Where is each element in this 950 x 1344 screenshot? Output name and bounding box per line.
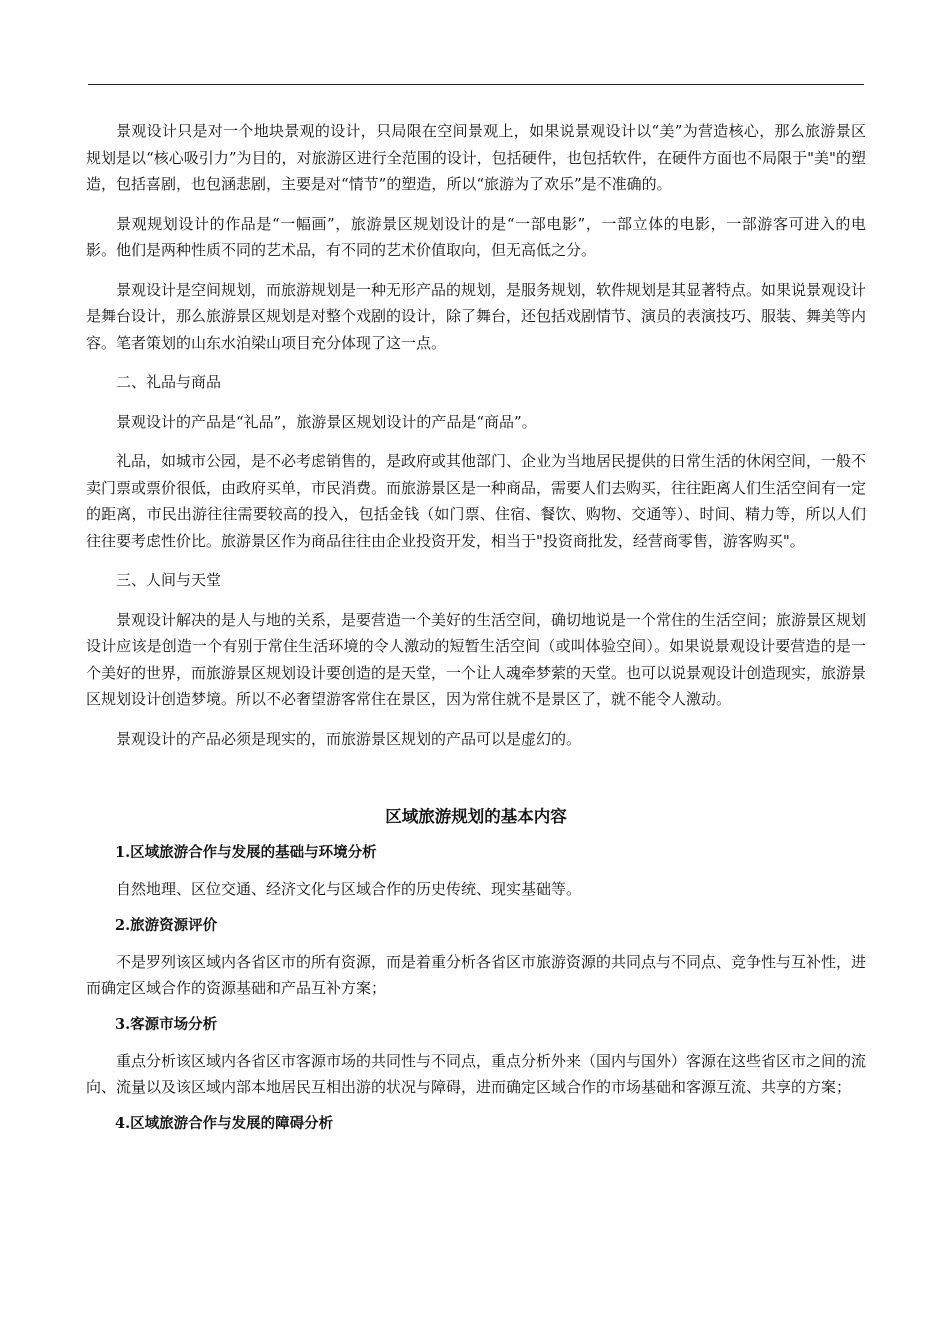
document-body bbox=[86, 118, 866, 1137]
section-heading: 三、人间与天堂 bbox=[116, 571, 222, 589]
header-rule bbox=[88, 84, 864, 85]
item-text: 自然地理、区位交通、经济文化与区域合作的历史传统、现实基础等。 bbox=[116, 880, 582, 898]
paragraph: 景观设计的产品必须是现实的，而旅游景区规划的产品可以是虚幻的。 bbox=[116, 729, 582, 748]
item-heading: 3.客源市场分析 bbox=[115, 1015, 218, 1033]
paragraph: 景观设计是空间规划，而旅游规划是一种无形产品的规划，是服务规划，软件规划是其显著特点。如果说景观设计是舞台设计，那么旅游景区规划是对整个戏剧的设计，除了舞台，还包括戏剧情节、演员的表演技巧、服装、舞美等内容。笔者策划的山东水泊梁山项目充分体现了这一点。 bbox=[86, 280, 867, 352]
article-title: 区域旅游规划的基本内容 bbox=[385, 807, 567, 826]
paragraph: 礼品，如城市公园，是不必考虑销售的，是政府或其他部门、企业为当地居民提供的日常生活的休闲空间，一般不卖门票或票价很低，由政府买单，市民消费。而旅游景区是一种商品，需要人们去购买，往往距离人们生活空间有一定的距离，市民出游往往需要较高的投入，包括金钱（如门票、住宿、餐饮、购物、交通等）、时间、精力等，所以人们往往要考虑性价比。旅游景区作为商品往往由企业投资开发，相当于"投资商批发，经营商零售，游客购买"。 bbox=[86, 452, 867, 550]
item-heading: 4.区域旅游合作与发展的障碍分析 bbox=[115, 1114, 334, 1132]
paragraph: 景观规划设计的作品是“一幅画”，旅游景区规划设计的是“一部电影”，一部立体的电影，一部游客可进入的电影。他们是两种性质不同的艺术品，有不同的艺术价值取向，但无高低之分。 bbox=[86, 214, 866, 259]
paragraph: 景观设计解决的是人与地的关系，是要营造一个美好的生活空间，确切地说是一个常住的生活空间；旅游景区规划设计应该是创造一个有别于常住生活环境的令人激动的短暂生活空间（或叫体验空间）。如果说景观设计要营造的是一个美好的世界，而旅游景区规划设计要创造的是天堂，一个让人魂牵梦萦的天堂。也可以说景观设计创造现实，旅游景区规划设计创造梦境。所以不必奢望游客常住在景区，因为常住就不是景区了，就不能令人激动。 bbox=[86, 610, 867, 708]
paragraph: 景观设计只是对一个地块景观的设计，只局限在空间景观上，如果说景观设计以“美”为营造核心，那么旅游景区规划是以“核心吸引力”为目的，对旅游区进行全范围的设计，包括硬件，也包括软件，在硬件方面也不局限于"美"的塑造，包括喜剧，也包涵悲剧，主要是对“情节”的塑造，所以“旅游为了欢乐”是不准确的。 bbox=[86, 122, 866, 193]
item-text: 重点分析该区域内各省区市客源市场的共同性与不同点，重点分析外来（国内与国外）客源在这些省区市之间的流向、流量以及该区域内部本地居民互相出游的状况与障碍，进而确定区域合作的市场基础和客源互流、共享的方案； bbox=[86, 1051, 867, 1096]
item-text: 不是罗列该区域内各省区市的所有资源，而是着重分析各省区市旅游资源的共同点与不同点、竞争性与互补性，进而确定区域合作的资源基础和产品互补方案； bbox=[86, 952, 867, 997]
paragraph: 景观设计的产品是“礼品”，旅游景区规划设计的产品是“商品”。 bbox=[116, 412, 537, 431]
item-heading: 2.旅游资源评价 bbox=[115, 916, 218, 934]
section-heading: 二、礼品与商品 bbox=[116, 373, 222, 391]
item-heading: 1.区域旅游合作与发展的基础与环境分析 bbox=[115, 844, 377, 861]
